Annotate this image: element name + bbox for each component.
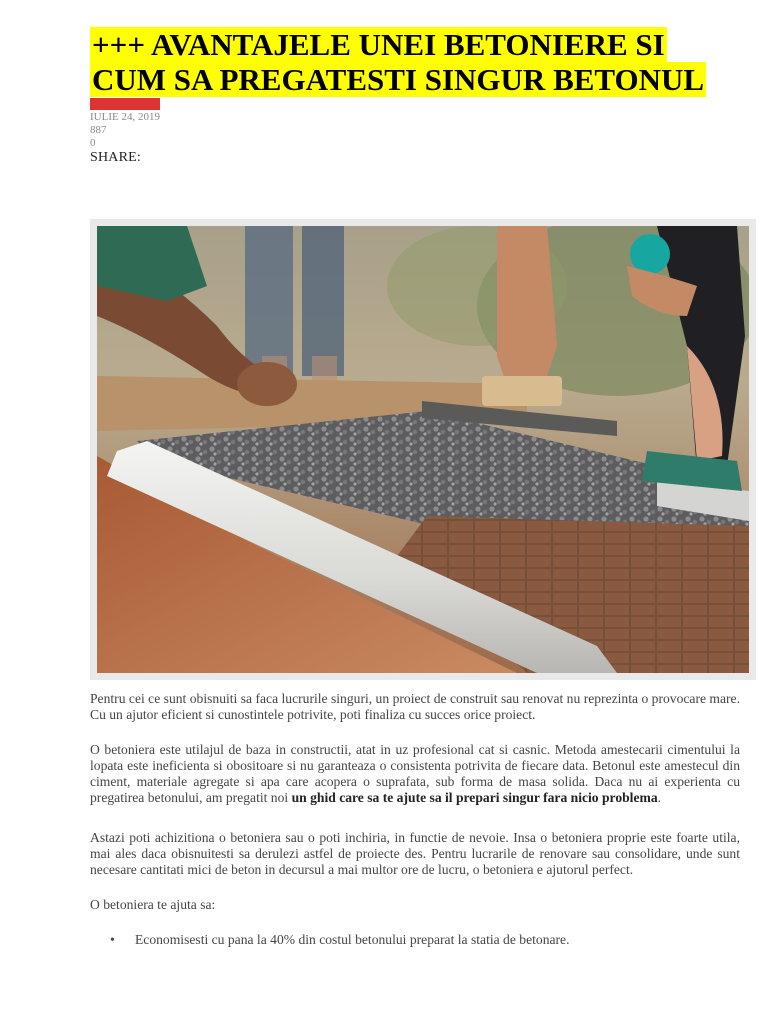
paragraph-3: Astazi poti achizitiona o betoniera sau o poti inchiria, in functie de nevoie. Insa o betoniera proprie este foarte utila, mai ales daca obisnuitesti sa derulezi astfel de proiecte des. Pentru lucrarile de renovare sau consolidare, unde sunt necesare cantitati mici de beton in decursul a mai multor ore de lucru, o betoniera e ajutorul perfect. [90,830,740,877]
article-image [90,219,756,680]
article-title [90,27,740,97]
title-highlight: +++ AVANTAJELE UNEI BETONIERE SI CUM SA PREGATESTI SINGUR BETONUL [92,27,705,97]
publish-date: IULIE 24, 2019 [90,111,160,123]
accent-bar [90,98,160,110]
share-label: SHARE: [90,150,141,165]
guide-link: un ghid care sa te ajute sa il prepari singur fara nicio problema [291,790,658,805]
paragraph-1: Pentru cei ce sunt obisnuiti sa faca lucrurile singuri, un proiect de construit sau renovat nu reprezinta o provocare mare. Cu un ajutor eficient si cunostintele potrivite, poti finaliza cu succes orice proiect. [90,691,740,722]
paragraph-2-end: . [657,790,662,805]
article-meta [90,111,160,150]
benefits-list [90,932,740,948]
paragraph-4: O betoniera te ajuta sa: [90,897,216,912]
paragraph-2 [90,742,740,806]
list-item: • Economisesti cu pana la 40% din costul betonului preparat la statia de betonare. [135,932,740,948]
paragraph-2-text: O betoniera este utilajul de baza in constructii, atat in uz profesional cat si casnic. Metoda amestecarii cimentului la lopata este ineficienta si obositoare si nu garanteaza o consistenta potrivita de fiecare data. Betonul este amestecul din ciment, materiale agregate si apa care acopera o suprafata, sub forma de masa solida. Daca nu ai experienta cu pregatirea betonului, am pregatit noi [90,742,740,805]
concrete-pouring-photo-icon [97,226,749,673]
article-body [90,691,740,948]
view-count: 887 [90,124,107,136]
comment-count[interactable]: 0 [90,137,96,149]
